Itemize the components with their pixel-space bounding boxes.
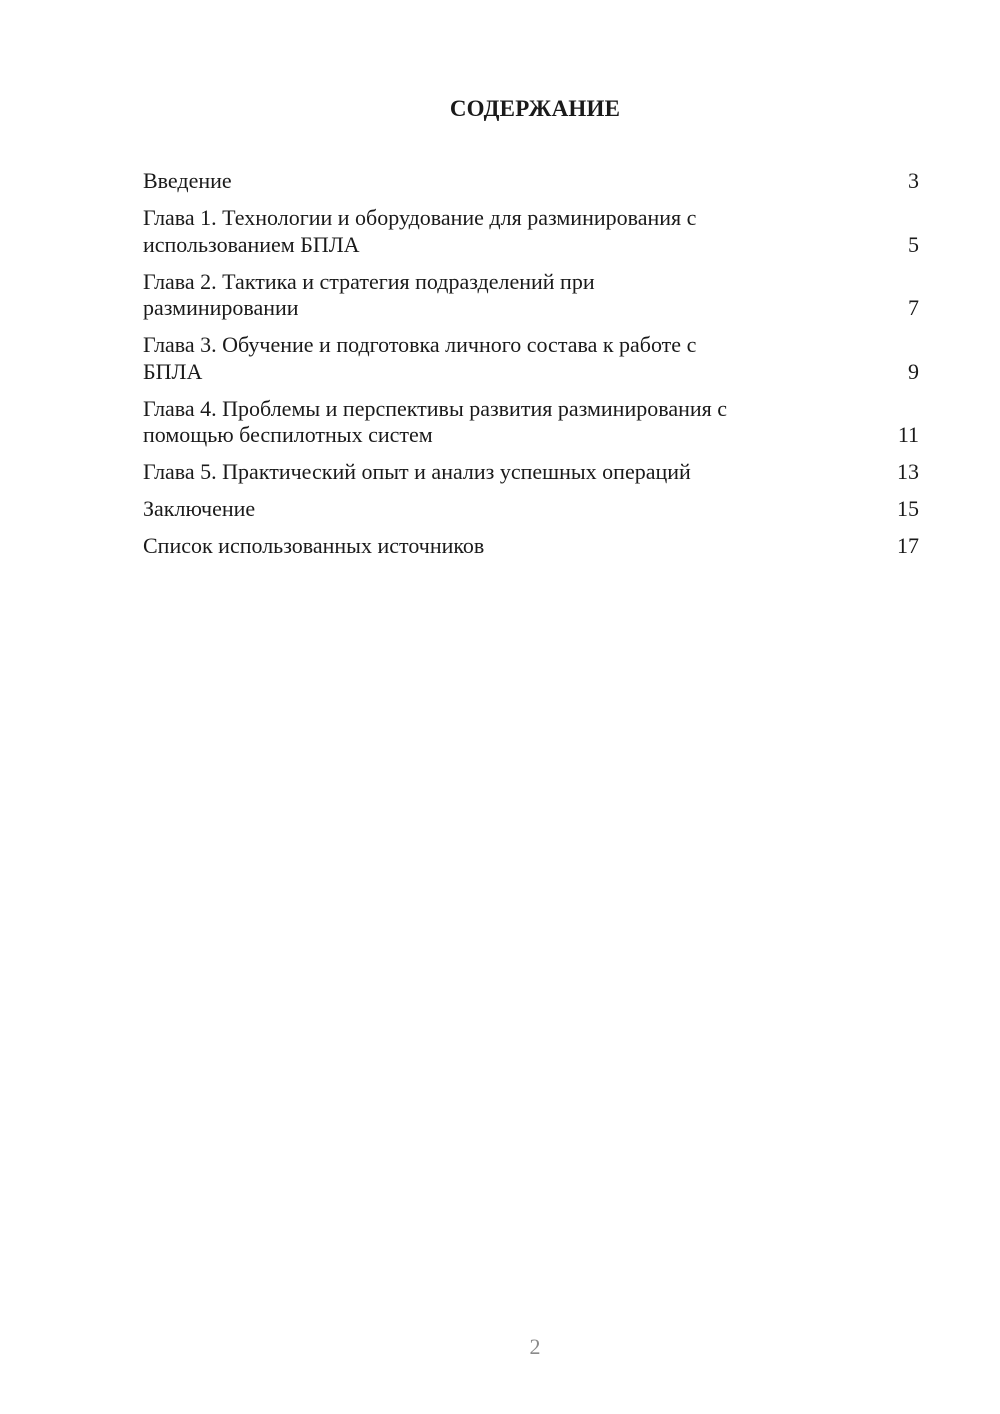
toc-entry-text: Глава 3. Обучение и подготовка личного состава к работе с БПЛА (143, 332, 697, 384)
toc-entry-page: 3 (908, 168, 919, 193)
table-of-contents (143, 168, 919, 570)
toc-entry-chapter-3 (143, 332, 919, 385)
toc-entry-text: Глава 5. Практический опыт и анализ успешных операций (143, 459, 691, 484)
toc-entry-references (143, 533, 919, 560)
toc-entry-text: Глава 4. Проблемы и перспективы развития разминирования с помощью беспилотных систем (143, 395, 728, 447)
toc-entry-page: 17 (897, 533, 919, 558)
toc-entry-page: 11 (897, 422, 919, 447)
toc-entry-introduction (143, 168, 919, 195)
toc-entry-text: Введение (143, 168, 232, 193)
page-number: 2 (529, 1334, 541, 1359)
toc-entry-conclusion (143, 496, 919, 523)
toc-entry-text: Заключение (143, 496, 256, 521)
toc-entry-page: 13 (897, 459, 919, 484)
page-title: СОДЕРЖАНИЕ (449, 96, 621, 121)
toc-entry-page: 15 (897, 496, 919, 521)
toc-entry-chapter-4 (143, 396, 919, 449)
toc-entry-page: 9 (908, 358, 919, 384)
toc-entry-page: 5 (908, 231, 919, 257)
toc-entry-text: Глава 1. Технологии и оборудование для разминирования с использованием БПЛА (143, 205, 697, 257)
toc-entry-text: Глава 2. Тактика и стратегия подразделений при разминировании (143, 268, 595, 320)
toc-entry-chapter-5 (143, 459, 919, 486)
toc-entry-chapter-2 (143, 269, 919, 322)
toc-entry-chapter-1 (143, 205, 919, 258)
toc-entry-text: Список использованных источников (143, 533, 485, 558)
toc-entry-page: 7 (908, 295, 919, 320)
